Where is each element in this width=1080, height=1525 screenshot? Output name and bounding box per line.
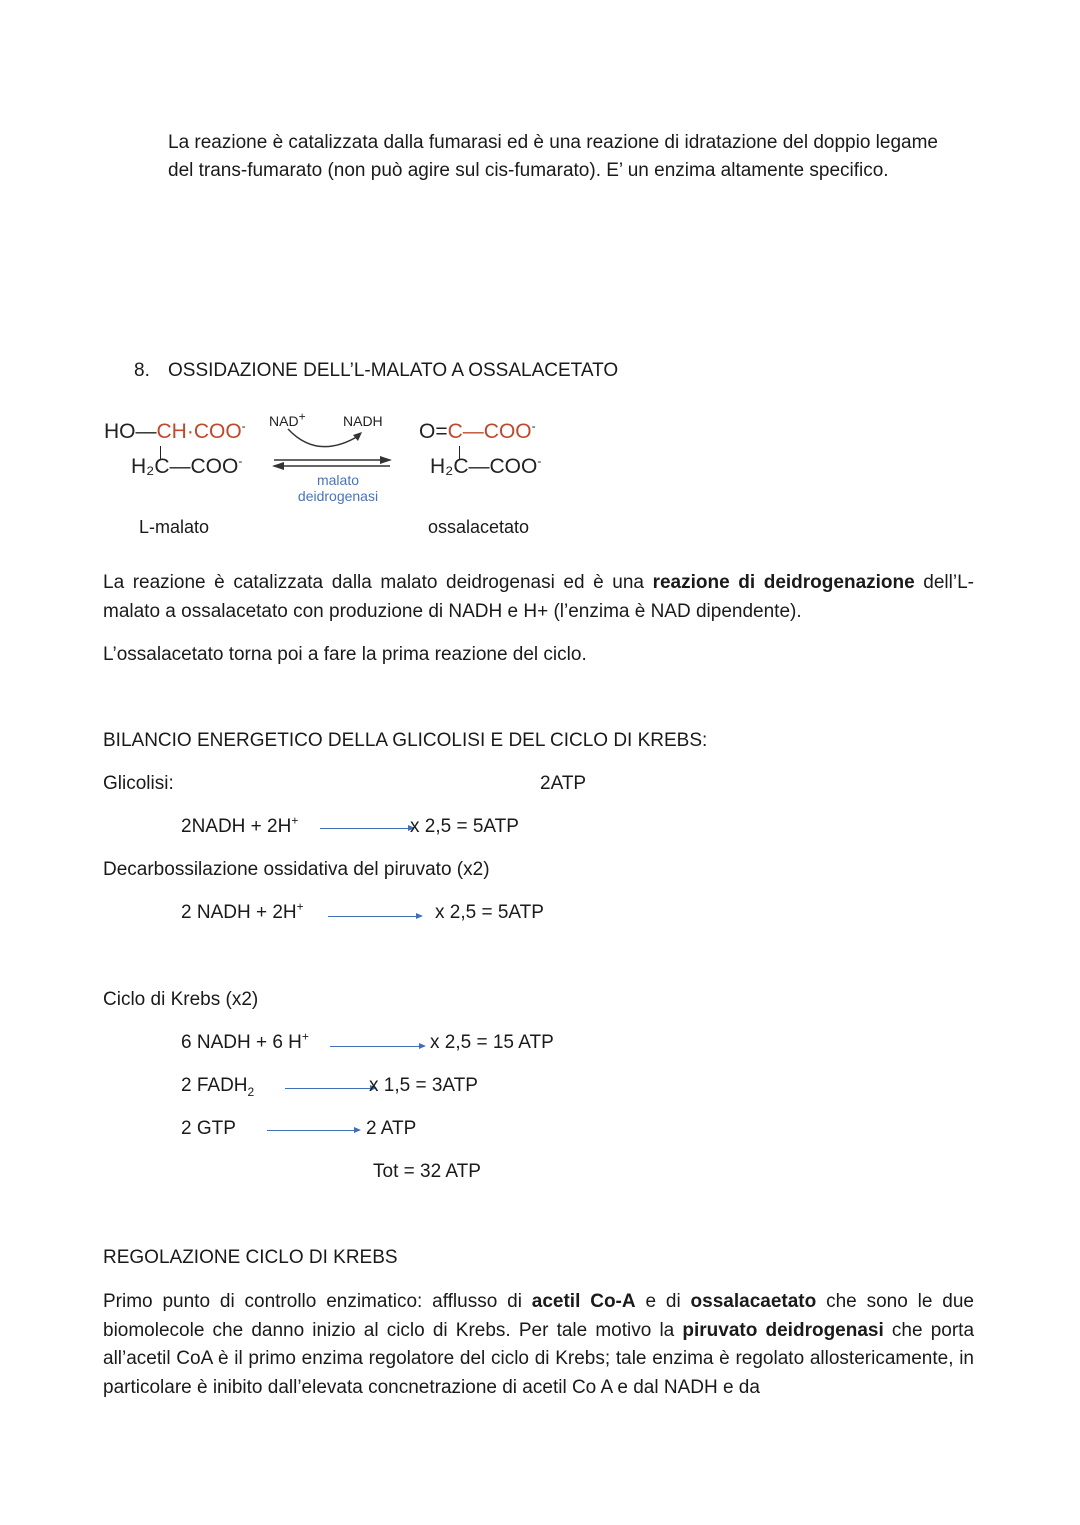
enzyme-line-2: deidrogenasi (297, 488, 379, 504)
section-title: OSSIDAZIONE DELL’L-MALATO A OSSALACETATO (168, 360, 619, 381)
reactant-bottom-row (131, 455, 242, 479)
decarb-label: Decarbossilazione ossidativa del piruvato (x2) (103, 859, 490, 880)
glicolisi-nadh: 2NADH + 2H+ (181, 813, 299, 837)
krebs-gtp-arrow (267, 1130, 359, 1131)
decarb-nadh: 2 NADH + 2H+ (181, 899, 304, 923)
reactant-top-row (104, 420, 246, 444)
glicolisi-nadh-arrow (320, 828, 413, 829)
product-top-charge: - (531, 419, 536, 433)
malate-paragraph: La reazione è catalizzata dalla malato deidrogenasi ed è una reazione di deidrogenazione dell’L-malato a ossalacetato con produzione di NADH e H+ (l’enzima è NAD dipendente). (103, 572, 974, 622)
regulation-title: REGOLAZIONE CICLO DI KREBS (103, 1247, 398, 1268)
krebs-gtp: 2 GTP (181, 1118, 236, 1139)
section-number: 8. (134, 360, 150, 381)
product-bottom-row (430, 455, 541, 479)
product-top-b: C—COO (447, 420, 532, 443)
product-name: ossalacetato (428, 517, 530, 537)
reactant-bottom-charge: - (238, 454, 243, 468)
product-top-a: O= (419, 420, 448, 443)
forward-arrow-head (380, 456, 392, 464)
glicolisi-atp: 2ATP (540, 773, 587, 794)
product-bottom-charge: - (537, 454, 542, 468)
product-bottom: H₂C—COO (430, 455, 538, 478)
krebs-fadh-arrow (285, 1088, 375, 1089)
reactant-bottom: H₂C—COO (131, 455, 239, 478)
reactant-name: L-malato (139, 517, 210, 537)
balance-title: BILANCIO ENERGETICO DELLA GLICOLISI E DEL CICLO DI KREBS: (103, 730, 708, 751)
regulation-paragraph: Primo punto di controllo enzimatico: afflusso di acetil Co-A e di ossalacaetato che sono le due biomolecole che danno inizio al ciclo di Krebs. Per tale motivo la piruvato deidrogenasi che porta all’acetil CoA è il primo enzima regolatore del ciclo di Krebs; tale enzima è regolato allostericamente, in particolare è inibito dall’elevata concnetrazione di acetil Co A e dal NADH e da (103, 1291, 975, 1398)
bold-acetil-coa: acetil Co-A (531, 1291, 636, 1312)
enzyme-line-1: malato (316, 472, 360, 488)
krebs-label: Ciclo di Krebs (x2) (103, 989, 259, 1010)
krebs-gtp-result: 2 ATP (366, 1118, 417, 1139)
decarb-nadh-result: x 2,5 = 5ATP (435, 902, 544, 923)
bold-piruvato-deidrogenasi: piruvato deidrogenasi (682, 1319, 884, 1341)
decarb-nadh-arrow (328, 916, 421, 917)
krebs-nadh-result: x 2,5 = 15 ATP (430, 1032, 554, 1053)
cofactor-curve (288, 429, 360, 447)
product-top-row (419, 420, 536, 444)
bold-ossalacetato: ossalacaetato (690, 1291, 817, 1312)
reaction-arrows (240, 425, 400, 475)
enzyme-label (288, 472, 388, 504)
reverse-arrow-head (272, 462, 284, 470)
glicolisi-label: Glicolisi: (103, 773, 174, 794)
cofactor-out: NADH (343, 413, 383, 429)
cofactor-in: NAD+ (269, 409, 306, 429)
krebs-fadh-result: x 1,5 = 3ATP (369, 1075, 478, 1096)
cofactor-curve-head (353, 432, 362, 441)
intro-line-1: La reazione è catalizzata dalla fumarasi ed è una reazione di idratazione del doppio legame (168, 132, 939, 153)
intro-line-2: del trans-fumarato (non può agire sul cis-fumarato). E’ un enzima altamente specifico. (168, 160, 889, 181)
krebs-nadh-arrow (330, 1046, 424, 1047)
reactant-top-charge: - (241, 419, 246, 433)
total-atp: Tot = 32 ATP (373, 1161, 481, 1182)
reactant-top-a: HO— (104, 420, 157, 443)
krebs-fadh: 2 $FADH_2$ (181, 1075, 255, 1099)
bold-dehydrogenation: reazione di deidrogenazione (652, 572, 915, 593)
reactant-top-b: CH·COO (156, 420, 242, 443)
malate-paragraph-2: L’ossalacetato torna poi a fare la prima reazione del ciclo. (103, 644, 587, 665)
krebs-nadh: 6 NADH + 6 H+ (181, 1029, 309, 1053)
glicolisi-nadh-result: x 2,5 = 5ATP (410, 816, 519, 837)
